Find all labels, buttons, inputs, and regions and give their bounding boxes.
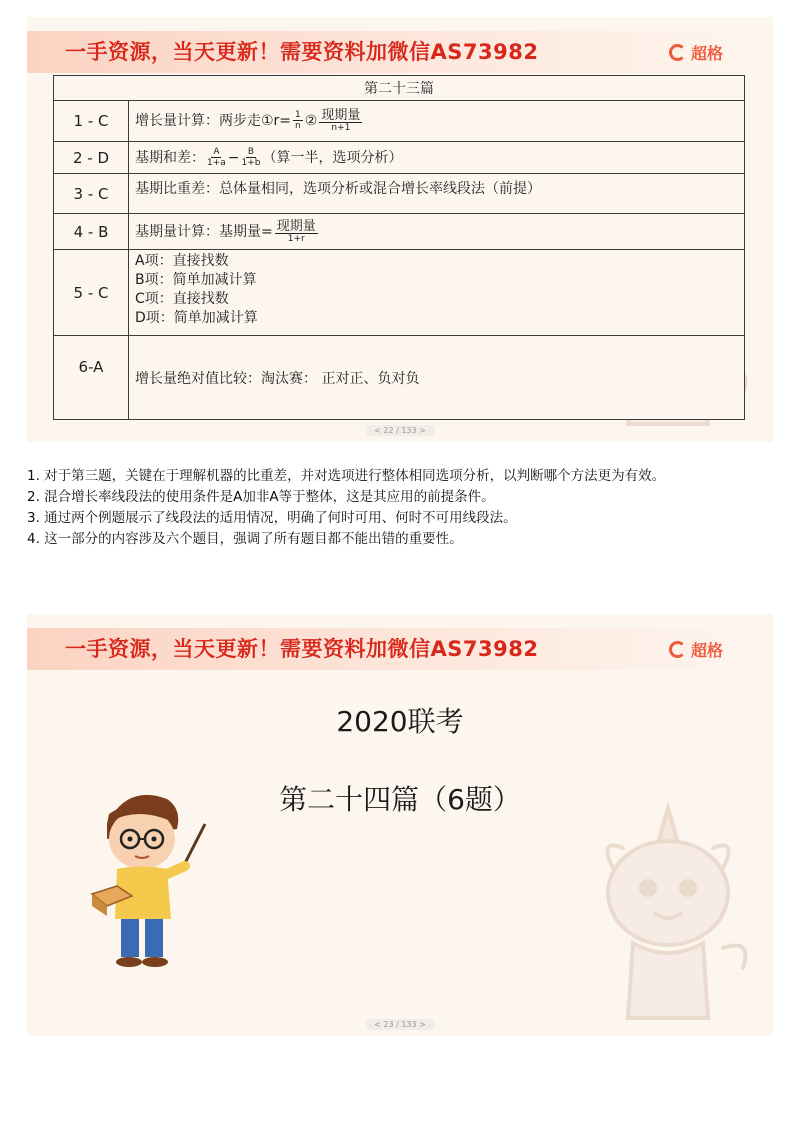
answer-table xyxy=(53,75,745,420)
formula-suffix: （算一半，选项分析） xyxy=(262,150,403,166)
answer-key: 3 - C xyxy=(54,174,129,214)
minus-sign: − xyxy=(227,150,240,166)
table-row xyxy=(54,336,745,420)
answer-explanation: 基期比重差：总体量相同，选项分析或混合增长率线段法（前提） xyxy=(129,174,745,214)
answer-key: 2 - D xyxy=(54,142,129,174)
option-line: B项：简单加减计算 xyxy=(135,272,257,288)
page-indicator[interactable]: < 22 / 133 > xyxy=(366,425,434,436)
table-row xyxy=(54,174,745,214)
notes-list xyxy=(27,466,772,550)
table-row xyxy=(54,142,745,174)
promo-banner xyxy=(27,628,773,670)
fraction: $\frac{1}{n}$ xyxy=(295,110,301,131)
formula-prefix: 基期和差： xyxy=(135,150,205,166)
table-row xyxy=(54,214,745,250)
brand-name: 超格 xyxy=(690,44,723,63)
teacher-illustration-icon xyxy=(87,784,237,974)
formula-step: ② xyxy=(304,113,318,129)
answer-key: 6-A xyxy=(54,336,129,420)
table-row xyxy=(54,250,745,336)
page-indicator[interactable]: < 23 / 133 > xyxy=(366,1019,434,1030)
fraction: $\frac{\text{现期量}}{1+r}$ xyxy=(276,218,316,244)
answer-key: 4 - B xyxy=(54,214,129,250)
answer-explanation xyxy=(129,142,745,174)
promo-banner xyxy=(27,31,773,73)
brand-logo xyxy=(669,41,723,64)
answer-key: 5 - C xyxy=(54,250,129,336)
option-line: C项：直接找数 xyxy=(135,291,229,307)
brand-name: 超格 xyxy=(690,641,723,660)
brand-logo-icon xyxy=(669,44,686,61)
note-item: 1. 对于第三题，关键在于理解机器的比重差，并对选项进行整体相同选项分析，以判断哪个方法更为有效。 xyxy=(27,468,666,484)
answer-explanation xyxy=(129,250,745,336)
slide-22 xyxy=(27,17,773,442)
table-row xyxy=(54,101,745,142)
note-item: 2. 混合增长率线段法的使用条件是A加非A等于整体，这是其应用的前提条件。 xyxy=(27,489,495,505)
answer-key: 1 - C xyxy=(54,101,129,142)
unicorn-mascot-icon xyxy=(573,798,763,1028)
table-title: 第二十三篇 xyxy=(54,76,745,101)
slide-subtitle: 第二十四篇（6题） xyxy=(279,783,521,816)
brand-logo xyxy=(669,638,723,661)
fraction: $\frac{\text{现期量}}{n+1}$ xyxy=(321,108,361,133)
fraction: $\frac{B}{1+b}$ xyxy=(241,147,261,168)
answer-explanation: 增长量绝对值比较：淘汰赛： 正对正、负对负 xyxy=(129,336,745,420)
formula-prefix: 增长量计算：两步走①r= xyxy=(135,113,292,129)
note-item: 3. 通过两个例题展示了线段法的适用情况，明确了何时可用、何时不可用线段法。 xyxy=(27,510,517,526)
banner-text: 一手资源，当天更新！需要资料加微信AS73982 xyxy=(65,40,539,64)
note-item: 4. 这一部分的内容涉及六个题目，强调了所有题目都不能出错的重要性。 xyxy=(27,531,463,547)
fraction: $\frac{A}{1+a}$ xyxy=(207,147,226,168)
answer-explanation xyxy=(129,101,745,142)
answer-explanation xyxy=(129,214,745,250)
option-line: D项：简单加减计算 xyxy=(135,310,258,326)
slide-title: 2020联考 xyxy=(336,705,464,738)
brand-logo-icon xyxy=(669,641,686,658)
slide-23 xyxy=(27,614,773,1036)
formula-prefix: 基期量计算：基期量= xyxy=(135,223,273,240)
option-line: A项：直接找数 xyxy=(135,253,229,269)
banner-text: 一手资源，当天更新！需要资料加微信AS73982 xyxy=(65,637,539,661)
